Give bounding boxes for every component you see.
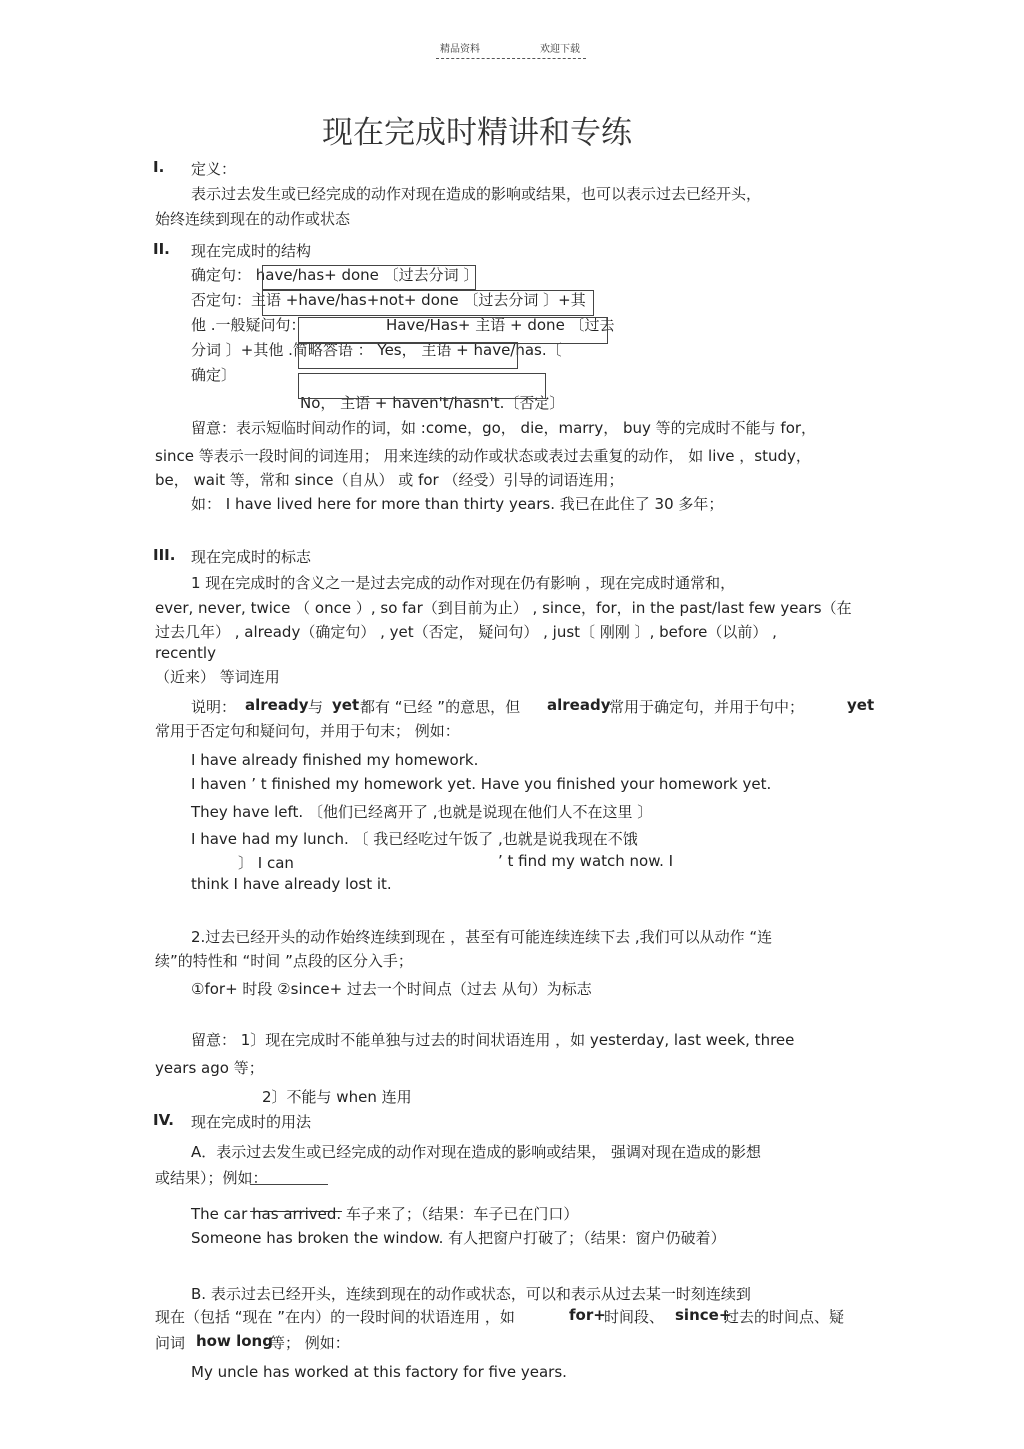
section-2-number: II. [153,240,170,258]
example-3: They have left. 〔他们已经离开了 ,也就是说现在他们人不在这里 〕 [191,803,653,821]
example-1: I have already finished my homework. [191,751,479,769]
explain-usage: 常用于确定句，并用于句中； [609,698,805,716]
header-left: 精品资料 [440,44,480,55]
section-1-line-1: 表示过去发生或已经完成的动作对现在造成的影响或结果，也可以表示过去已经开头， [191,185,762,203]
section-1-line-2: 始终连续到现在的动作或状态 [155,210,351,228]
outline-box [262,290,594,316]
usage-b-how-long: how long [196,1332,273,1350]
explain-line-2: 常用于否定句和疑问句，并用于句末； 例如： [155,722,460,740]
structure-affirmative: 确定句： have/has+ done 〔过去分词 〕 [191,266,479,284]
usage-b-example: My uncle has worked at this factory for five years. [191,1363,567,1381]
usage-a-example-1: The car has arrived. 车子来了；（结果：车子已在门口） [191,1205,579,1223]
section-2-heading: 现在完成时的结构 [191,242,312,260]
markers-line-3: 过去几年） , already（确定句） , yet（否定， 疑问句） , just〔 刚刚 〕, before（以前） , [155,623,777,641]
explain-yet: yet [332,696,360,714]
note-line-3: be， wait 等，常和 since（自从） 或 for （经受）引导的词语连用； [155,471,624,489]
outline-box [262,265,476,290]
outline-box [298,373,546,399]
section-1-heading: 定义： [191,160,237,178]
warning-line-3: 2〕不能与 when 连用 [262,1088,412,1106]
explain-label: 说明： [191,698,237,716]
section-1-number: I. [153,158,165,176]
note-example: 如： I have lived here for more than thirty years. 我已在此住了 30 多年； [191,495,724,513]
header-divider [436,58,586,59]
structure-affirm-label: 确定〕 [191,366,237,384]
usage-a-line-1: A．表示过去发生或已经完成的动作对现在造成的影响或结果， 强调对现在造成的影想 [191,1143,762,1161]
structure-question: Have/Has+ 主语 + done 〔过去 [386,316,615,334]
warning-line-1: 留意： 1〕现在完成时不能单独与过去的时间状语连用 ，如 yesterday, last week, three [191,1031,795,1049]
example-5b: ’ t find my watch now. I [498,852,674,870]
usage-b-etc: 等； 例如： [270,1334,350,1352]
underline-mark [250,1184,328,1185]
example-2: I haven ’ t finished my homework yet. Have you finished your homework yet. [191,775,772,793]
structure-negative-answer: No， 主语 + haven't/hasn't.〔否定〕 [300,394,565,412]
point-2-line-2: 续”的特性和 “时间 ”点段的区分入手； [155,952,413,970]
usage-b-for: for+ [569,1306,606,1324]
page-title: 现在完成时精讲和专练 [322,115,632,151]
markers-line-4: recently [155,644,216,662]
markers-line-5: （近来） 等词连用 [155,668,280,686]
example-4: I have had my lunch. 〔 我已经吃过午饭了 ,也就是说我现在不饿 [191,830,638,848]
usage-a-example-2: Someone has broken the window. 有人把窗户打破了；（结果：窗户仍破着） [191,1229,726,1247]
explain-yet-2: yet [847,696,875,714]
usage-b-wh-label: 问词 [155,1334,186,1352]
markers-line-1: 1 现在完成时的含义之一是过去完成的动作对现在仍有影响 ，现在完成时通常和， [191,574,736,592]
usage-b-period: 时间段、 [604,1308,665,1326]
usage-b-point: 过去的时间点、疑 [724,1308,845,1326]
structure-negative: 否定句：主语 +have/has+not+ done 〔过去分词 〕+其 [191,291,586,309]
point-2-line-1: 2.过去已经开头的动作始终连续到现在 ，甚至有可能连续连续下去 ,我们可以从动作 “连 [191,928,773,946]
strike-mark [250,1211,342,1212]
structure-short-answer: 分词 〕+其他 .简略答语 ： Yes， 主语 + have/has.〔 [191,341,562,359]
note-line-2: since 等表示一段时间的词连用； 用来连续的动作或状态或表过去重复的动作， 如 live ，study， [155,447,811,465]
markers-line-2: ever, never, twice （ once ）, so far（到目前为止） , since，for，in the past/last few years（在 [155,599,852,617]
section-3-heading: 现在完成时的标志 [191,548,312,566]
section-4-number: IV. [153,1111,174,1129]
usage-b-since: since+ [675,1306,732,1324]
structure-question-label: 他 .一般疑问句： [191,316,306,334]
warning-line-2: years ago 等； [155,1059,264,1077]
section-3-number: III. [153,546,176,564]
explain-meaning: 都有 “已经 ”的意思，但 [360,698,521,716]
explain-already: already [245,696,309,714]
usage-b-line-2a: 现在（包括 “现在 ”在内）的一段时间的状语连用 ，如 [155,1308,515,1326]
explain-already-2: already [547,696,611,714]
section-4-heading: 现在完成时的用法 [191,1113,312,1131]
outline-box [298,317,608,344]
outline-box [298,342,518,369]
example-6: think I have already lost it. [191,875,392,893]
header-right: 欢迎下载 [540,44,580,55]
point-2-line-3: ①for+ 时段 ②since+ 过去一个时间点（过去 从句）为标志 [191,980,592,998]
example-5a: 〕 I can [238,854,294,872]
note-line-1: 留意：表示短临时间动作的词，如 :come，go， die，marry， buy 等的完成时不能与 for， [191,419,817,437]
usage-b-line-1: B. 表示过去已经开头，连续到现在的动作或状态，可以和表示从过去某一时刻连续到 [191,1285,751,1303]
usage-a-line-2: 或结果）；例如： [155,1169,268,1187]
explain-and: 与 [308,698,324,716]
